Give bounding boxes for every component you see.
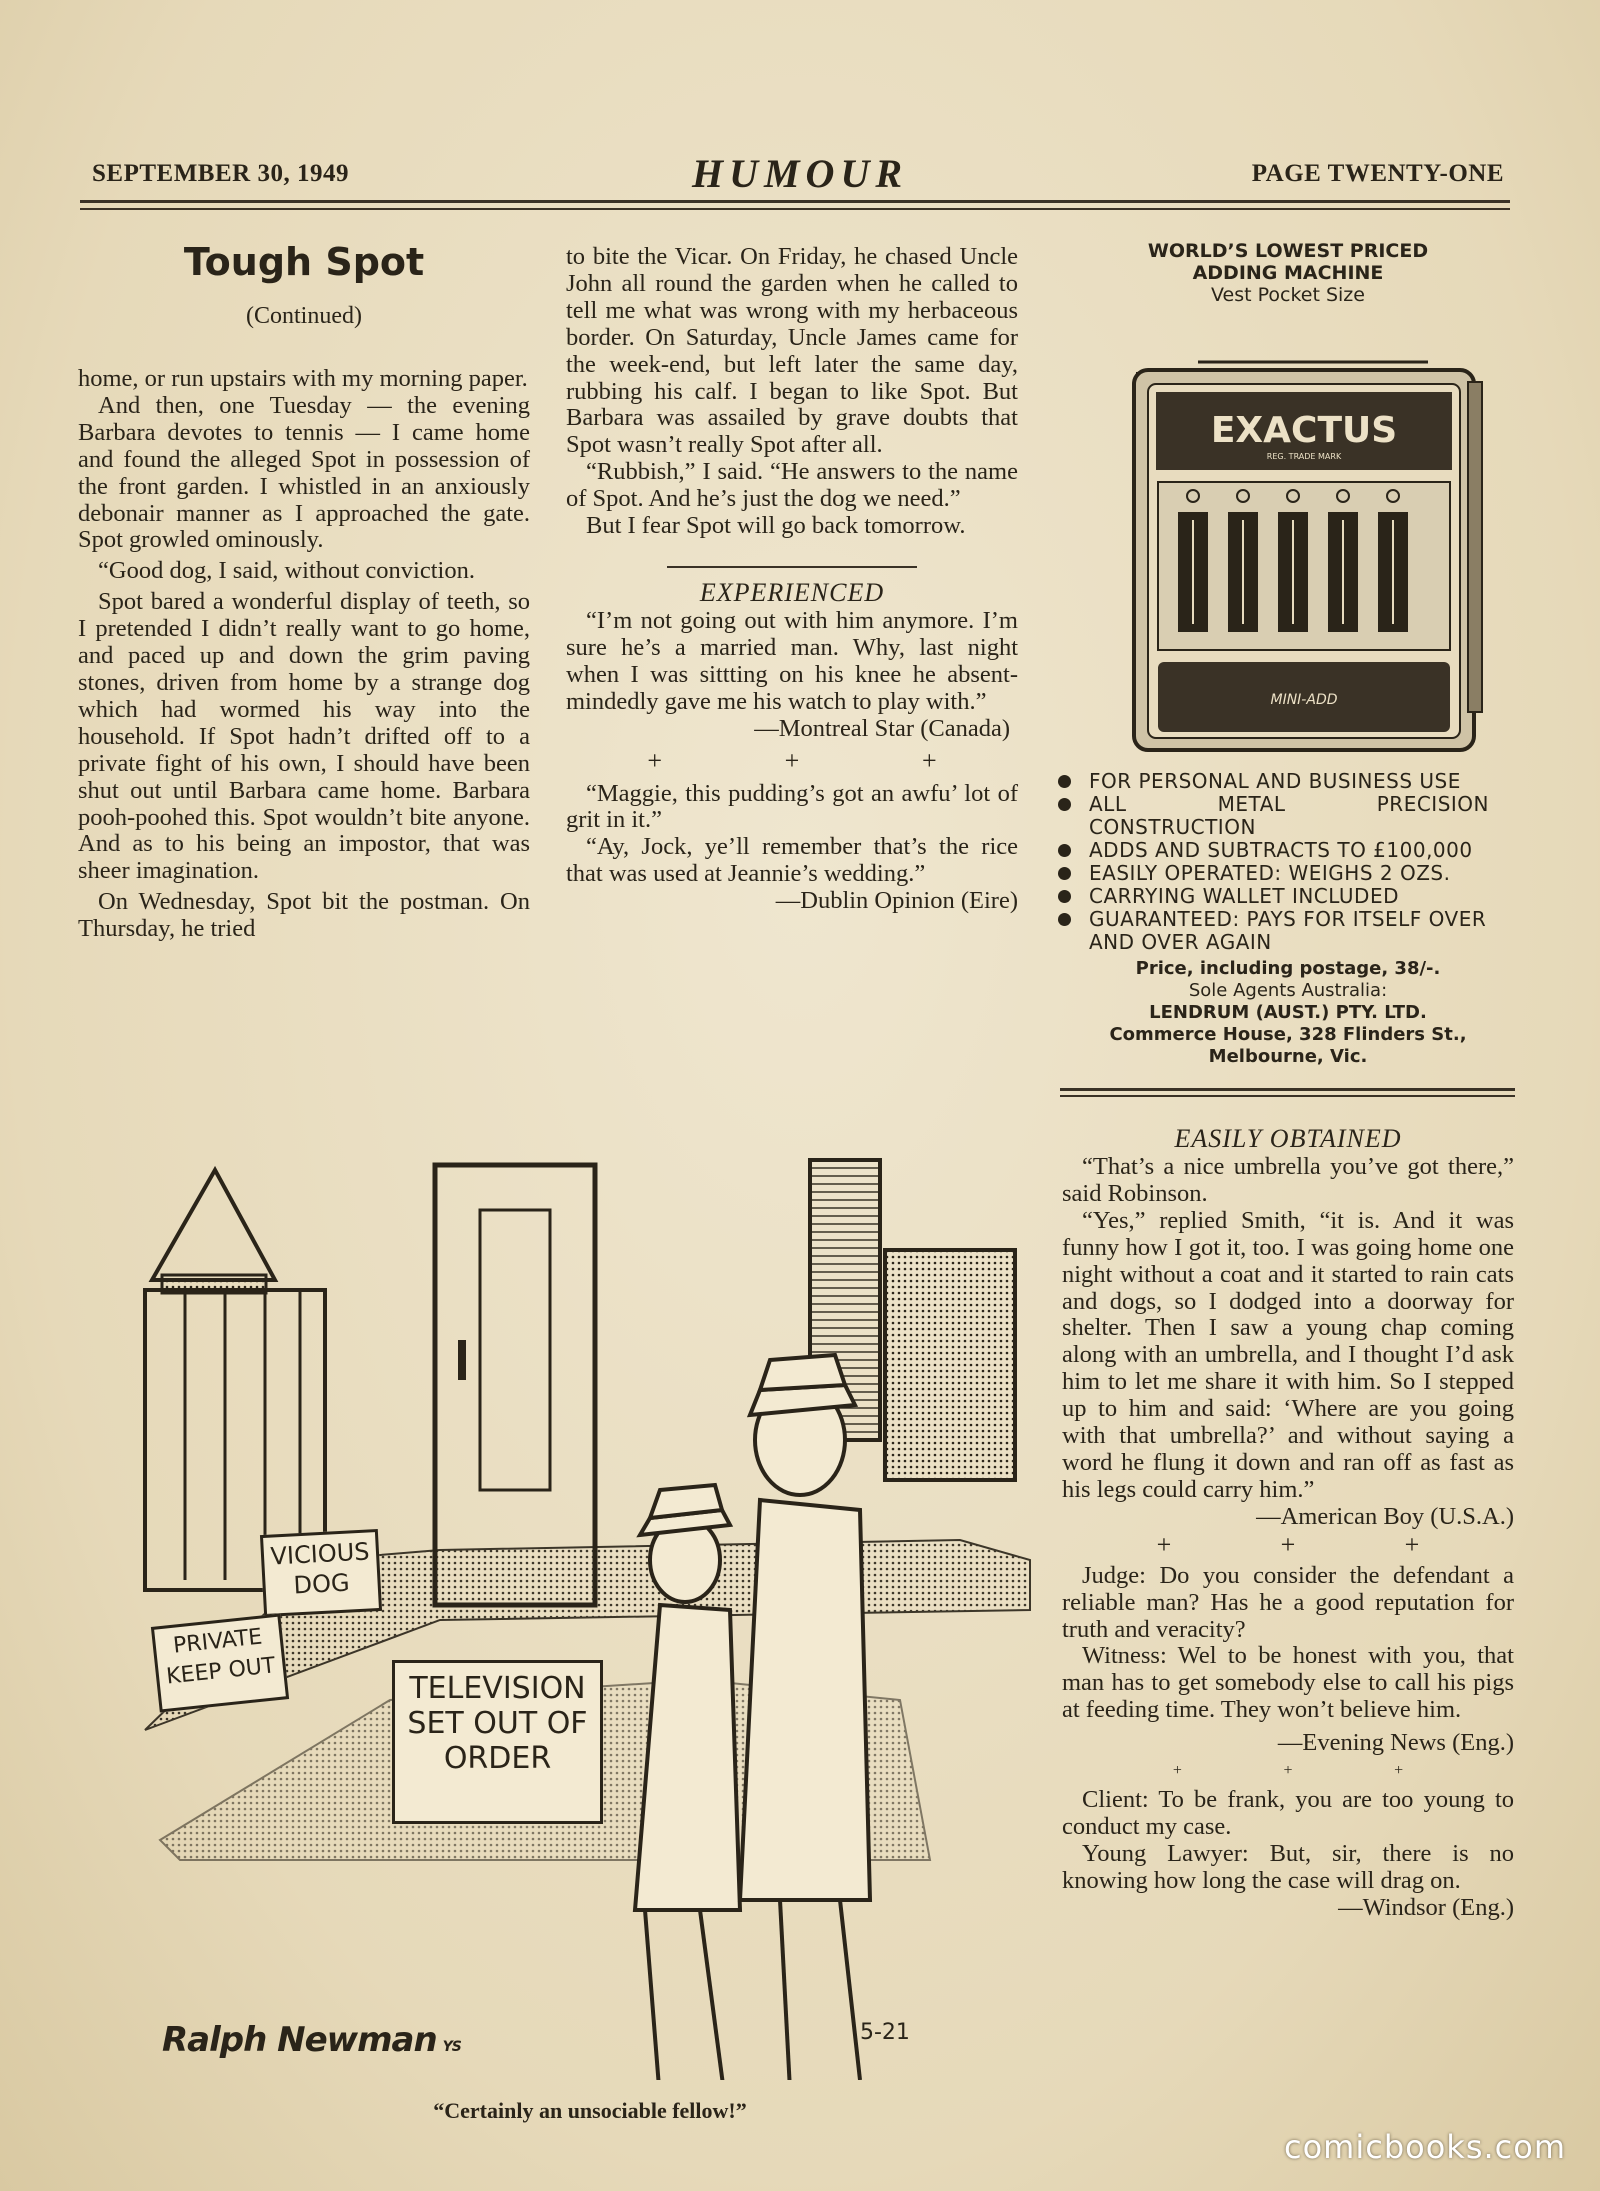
adding-machine-ad: [1058, 240, 1518, 1068]
story-paragraph: “Rubbish,” I said. “He answers to the name of Spot. And he’s just the dog we need.”: [566, 458, 1018, 513]
ad-feature: ADDS AND SUBTRACTS TO £100,000: [1058, 839, 1518, 862]
story-paragraph: home, or run upstairs with my morning paper.: [78, 365, 528, 392]
joke-text: “I’m not going out with him anymore. I’m sure he’s a married man. Why, last night when I was sittting on his knee he absent-mindedly gave me his watch to play with.”: [566, 606, 1018, 715]
ad-trademark: REG. TRADE MARK: [1266, 452, 1342, 461]
ad-agents: Sole Agents Australia:: [1188, 980, 1388, 1001]
ad-feature: FOR PERSONAL AND BUSINESS USE: [1058, 770, 1518, 793]
bullet-icon: [1058, 867, 1071, 880]
sign-private-keep-out: PRIVATE KEEP OUT: [151, 1613, 289, 1712]
cartoon: [140, 1140, 1040, 2080]
issue-date: SEPTEMBER 30, 1949: [92, 160, 349, 187]
story-paragraph: But I fear Spot will go back tomorrow.: [586, 512, 966, 540]
joke-text: Witness: Wel to be honest with you, that man has to get somebody else to call his pigs at feeding time. They won’t believe him.: [1062, 1642, 1514, 1724]
bullet-icon: [1058, 913, 1071, 926]
ad-company: LENDRUM (AUST.) PTY. LTD.: [1149, 1002, 1427, 1023]
joke-text: Client: To be frank, you are too young to conduct my case.: [1062, 1786, 1514, 1840]
experienced-title: EXPERIENCED: [699, 577, 885, 607]
header-rule-bottom: [80, 208, 1510, 210]
story-paragraph: On Wednesday, Spot bit the postman. On Thursday, he tried: [78, 888, 530, 943]
bullet-icon: [1058, 798, 1071, 811]
joke-text: “Maggie, this pudding’s got an awfu’ lot of grit in it.”: [566, 779, 1018, 834]
joke-source: —Evening News (Eng.): [1277, 1729, 1514, 1757]
bullet-icon: [1058, 775, 1071, 788]
adding-machine-illustration: [1058, 312, 1518, 762]
watermark: comicbooks.com: [1283, 2128, 1566, 2166]
artist-signature: Ralph Newman YS: [162, 2020, 461, 2060]
story-paragraph: And then, one Tuesday — the evening Barbara devotes to tennis — I came home and found the alleged Spot in possession of the front garden. I whistled in an anxiously debonair manner as I approached the gate. Spot growled ominously.: [78, 391, 530, 554]
story-column-2: [566, 244, 1018, 915]
story-paragraph: to bite the Vicar. On Friday, he chased Uncle John all round the garden when he called to tell me what was wrong with my herbaceous border. On Saturday, Uncle James came for the week-end, but left later the same day, rubbing his calf. I began to like Spot. But Barbara was assailed by grave doubts that Spot wasn’t really Spot after all.: [566, 243, 1018, 459]
joke-text: “That’s a nice umbrella you’ve got there,” said Robinson.: [1062, 1153, 1514, 1207]
ad-feature: GUARANTEED: PAYS FOR ITSELF OVER AND OVER AGAIN: [1058, 908, 1518, 954]
joke-text: “Ay, Jock, ye’ll remember that’s the rice that was used at Jeannie’s wedding.”: [566, 833, 1018, 888]
header-rule-top: [80, 200, 1510, 203]
ad-city: Melbourne, Vic.: [1208, 1046, 1368, 1067]
ad-feature: EASILY OPERATED: WEIGHS 2 OZS.: [1058, 862, 1518, 885]
ad-address: Commerce House, 328 Flinders St.,: [1109, 1024, 1467, 1045]
page-number: PAGE TWENTY-ONE: [1251, 160, 1504, 187]
ad-bottom-rule: [1060, 1095, 1515, 1097]
cartoon-number: 5-21: [860, 2020, 910, 2045]
sign-television-out-of-order: TELEVISION SET OUT OF ORDER: [392, 1660, 603, 1824]
ad-feature: CARRYING WALLET INCLUDED: [1058, 885, 1518, 908]
story-column-1: [78, 240, 530, 943]
ad-subhead: Vest Pocket Size: [1211, 284, 1365, 306]
ad-brand: EXACTUS: [1210, 410, 1398, 451]
ad-headline: ADDING MACHINE: [1192, 262, 1384, 284]
joke-source: —Montreal Star (Canada): [754, 714, 1010, 742]
section-divider: [667, 566, 917, 568]
separator-plus: + + +: [1156, 1529, 1420, 1559]
story-paragraph: “Good dog, I said, without conviction.: [98, 557, 475, 585]
easily-title: EASILY OBTAINED: [1174, 1124, 1402, 1153]
story-title: Tough Spot: [183, 240, 425, 284]
bullet-icon: [1058, 844, 1071, 857]
separator-plus: + + +: [647, 745, 937, 775]
joke-source: —Windsor (Eng.): [1338, 1893, 1514, 1921]
cartoon-caption: “Certainly an unsociable fellow!”: [433, 2098, 747, 2123]
sign-vicious-dog: VICIOUS DOG: [260, 1529, 382, 1617]
ad-price: Price, including postage, 38/-.: [1135, 958, 1441, 979]
joke-text: “Yes,” replied Smith, “it is. And it was funny how I got it, too. I was going home one night without a coat and it started to rain cats and dogs, so I dodged into a doorway for shelter. Then I saw a young chap coming along with an umbrella, and I thought I’d ask him to let me share it with him. So I stepped up to him and said: ‘Where are you going with that umbrella?’ and without saying a word he flung it down and ran off as fast as his legs could carry him.”: [1062, 1206, 1514, 1503]
joke-text: Judge: Do you consider the defendant a reliable man? Has he a good reputation for truth and veracity?: [1062, 1561, 1514, 1643]
ad-headline: WORLD’S LOWEST PRICED: [1147, 240, 1429, 262]
joke-text: Young Lawyer: But, sir, there is no knowing how long the case will drag on.: [1062, 1839, 1514, 1894]
section-title: HUMOUR: [691, 151, 909, 196]
joke-source: —Dublin Opinion (Eire): [775, 887, 1018, 915]
story-continued: (Continued): [246, 303, 362, 329]
ad-plate-text: MINI-ADD: [1270, 692, 1338, 708]
bullet-icon: [1058, 890, 1071, 903]
ad-bottom-rule: [1060, 1088, 1515, 1091]
joke-source: —American Boy (U.S.A.): [1256, 1502, 1514, 1530]
separator-plus: + + +: [1172, 1762, 1404, 1780]
ad-feature: ALL METAL PRECISION CONSTRUCTION: [1058, 793, 1518, 839]
story-paragraph: Spot bared a wonderful display of teeth, so I pretended I didn’t really want to go home, and paced up and down the grim paving stones, driven from home by a strange dog which had wormed his way into the household. If Spot hadn’t drifted off to a private fight of his own, I should have been shut out until Barbara came home. Barbara pooh-poohed this. Spot wouldn’t bite anyone. And as to his being an impostor, that was sheer imagination.: [78, 588, 530, 885]
jokes-column-3: [1062, 1124, 1514, 1922]
